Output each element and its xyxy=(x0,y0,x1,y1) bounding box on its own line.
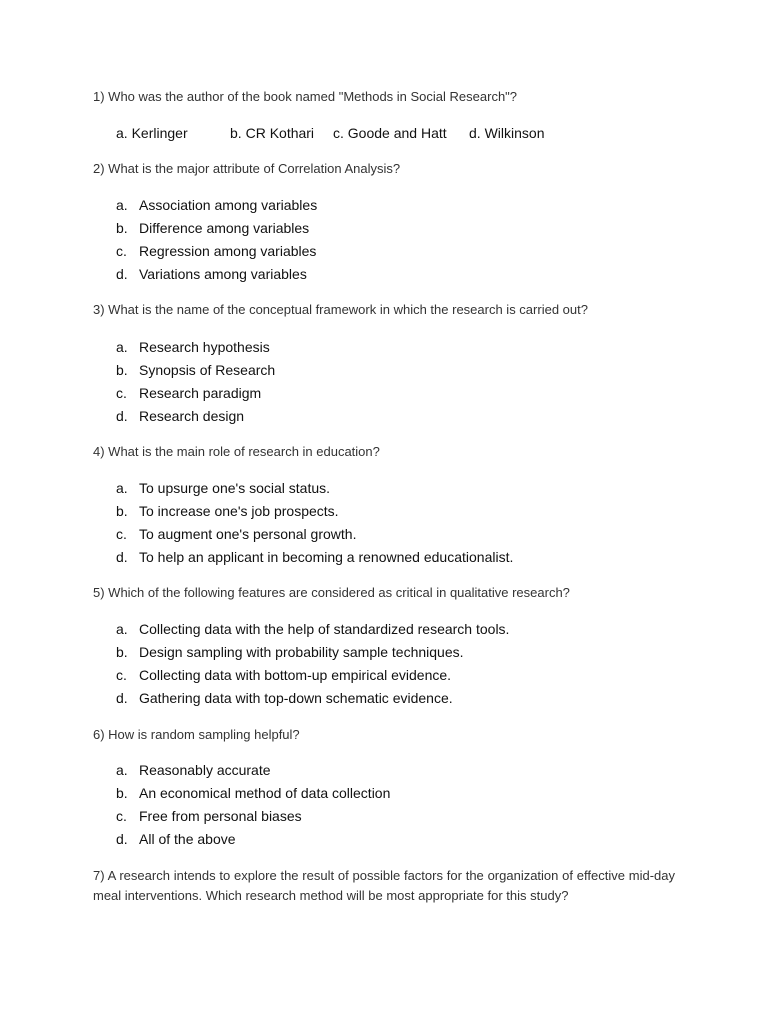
option-6a xyxy=(116,761,271,779)
option-text: Difference among variables xyxy=(139,220,310,236)
option-text: Design sampling with probability sample techniques. xyxy=(139,644,464,660)
option-text: All of the above xyxy=(139,831,236,847)
option-1d xyxy=(469,123,544,143)
option-text: Collecting data with bottom-up empirical evidence. xyxy=(139,667,452,683)
option-1c xyxy=(333,123,447,143)
option-letter: d. xyxy=(116,408,128,424)
option-2d xyxy=(116,265,307,283)
option-6d xyxy=(116,830,236,848)
option-letter: c. xyxy=(116,808,127,824)
option-letter: c. xyxy=(333,125,344,141)
option-text: To augment one's personal growth. xyxy=(139,526,357,542)
option-3d xyxy=(116,407,244,425)
question-7-text: 7) A research intends to explore the result of possible factors for the organization of effective mid-day meal interventions. Which research method will be most appropriate for this study? xyxy=(93,868,675,903)
question-1-text: 1) Who was the author of the book named "Methods in Social Research"? xyxy=(93,89,518,104)
option-4b xyxy=(116,502,339,520)
option-1b xyxy=(230,123,314,143)
option-letter: d. xyxy=(116,831,128,847)
option-4c xyxy=(116,525,356,543)
option-letter: a. xyxy=(116,762,128,778)
option-3b xyxy=(116,361,275,379)
option-text: Synopsis of Research xyxy=(139,362,276,378)
option-text: Research hypothesis xyxy=(139,339,270,355)
option-text: To upsurge one's social status. xyxy=(139,480,331,496)
option-5c xyxy=(116,666,451,684)
option-text: CR Kothari xyxy=(245,125,315,141)
option-letter: a. xyxy=(116,339,128,355)
option-text: Research design xyxy=(139,408,245,424)
option-letter: d. xyxy=(116,266,128,282)
option-6c xyxy=(116,807,302,825)
option-letter: b. xyxy=(116,220,128,236)
option-text: Variations among variables xyxy=(139,266,307,282)
option-text: Collecting data with the help of standardized research tools. xyxy=(139,621,510,637)
option-text: Free from personal biases xyxy=(139,808,302,824)
option-2a xyxy=(116,196,317,214)
option-text: Wilkinson xyxy=(484,125,545,141)
question-3-text: 3) What is the name of the conceptual framework in which the research is carried out? xyxy=(93,302,588,317)
option-text: Association among variables xyxy=(139,197,318,213)
option-letter: a. xyxy=(116,125,128,141)
option-text: Reasonably accurate xyxy=(139,762,271,778)
option-5b xyxy=(116,643,464,661)
option-letter: a. xyxy=(116,480,128,496)
question-6-text: 6) How is random sampling helpful? xyxy=(93,727,300,742)
option-text: To help an applicant in becoming a renowned educationalist. xyxy=(139,549,514,565)
option-5d xyxy=(116,689,453,707)
option-letter: c. xyxy=(116,385,127,401)
option-letter: a. xyxy=(116,621,128,637)
option-4a xyxy=(116,479,330,497)
option-letter: d. xyxy=(116,549,128,565)
option-letter: b. xyxy=(116,362,128,378)
option-2c xyxy=(116,242,316,260)
option-text: An economical method of data collection xyxy=(139,785,391,801)
option-1a xyxy=(116,123,188,143)
option-letter: b. xyxy=(116,785,128,801)
option-5a xyxy=(116,620,509,638)
option-letter: c. xyxy=(116,526,127,542)
question-4-text: 4) What is the main role of research in education? xyxy=(93,444,380,459)
option-3c xyxy=(116,384,261,402)
question-5-text: 5) Which of the following features are considered as critical in qualitative research? xyxy=(93,585,570,600)
option-text: Goode and Hatt xyxy=(347,125,447,141)
option-letter: c. xyxy=(116,243,127,259)
option-letter: a. xyxy=(116,197,128,213)
option-text: To increase one's job prospects. xyxy=(139,503,339,519)
option-text: Research paradigm xyxy=(139,385,262,401)
option-letter: b. xyxy=(116,644,128,660)
option-letter: d. xyxy=(469,125,481,141)
option-text: Gathering data with top-down schematic evidence. xyxy=(139,690,453,706)
option-6b xyxy=(116,784,390,802)
option-letter: b. xyxy=(230,125,242,141)
option-text: Regression among variables xyxy=(139,243,317,259)
option-letter: b. xyxy=(116,503,128,519)
option-text: Kerlinger xyxy=(131,125,188,141)
question-2-text: 2) What is the major attribute of Correlation Analysis? xyxy=(93,161,401,176)
option-4d xyxy=(116,548,513,566)
option-letter: d. xyxy=(116,690,128,706)
option-letter: c. xyxy=(116,667,127,683)
option-2b xyxy=(116,219,309,237)
option-3a xyxy=(116,338,270,356)
